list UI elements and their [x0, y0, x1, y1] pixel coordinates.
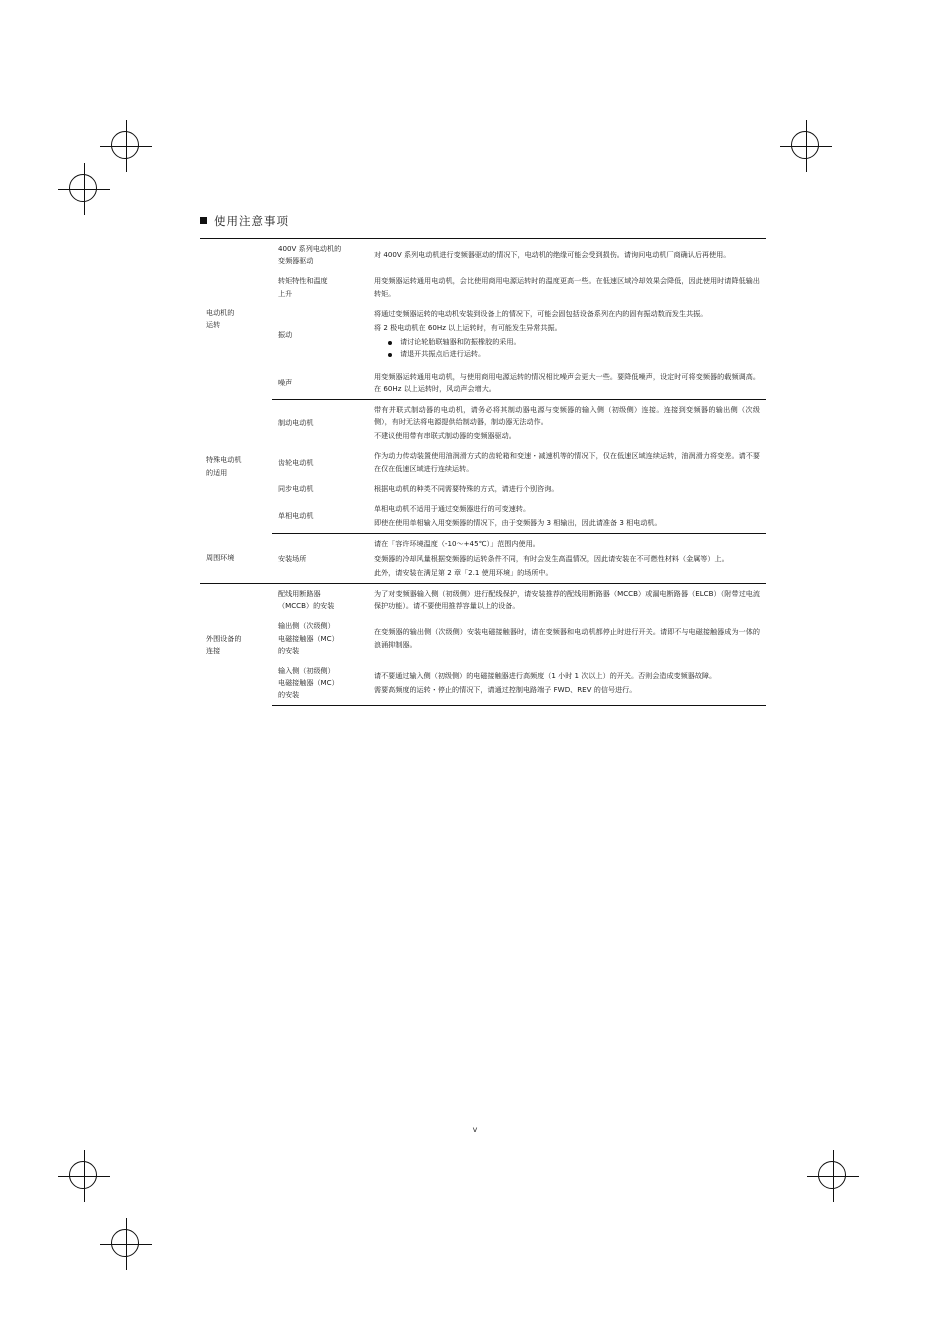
- precautions-table: [200, 238, 766, 706]
- subitem-label: 电磁接触器（MC）: [278, 633, 339, 643]
- subitem-label: 输出侧（次级侧）: [278, 621, 335, 631]
- description-paragraph: 作为动力传动装置使用油润滑方式的齿轮箱和变速・减速机等的情况下，仅在低速区域连续运转，油润滑力将变差。请不要在仅在低速区域进行连续运转。: [374, 451, 760, 473]
- subitem-label: 同步电动机: [278, 483, 314, 493]
- subitem-label: 齿轮电动机: [278, 457, 314, 467]
- subitem-label: 噪声: [278, 377, 293, 387]
- square-bullet-icon: [200, 217, 207, 224]
- subitem-cell: [272, 616, 368, 661]
- bullet-list: [374, 336, 760, 360]
- subitem-label: （MCCB）的安装: [278, 601, 335, 611]
- registration-mark-bottom-left-outer: [58, 1150, 110, 1202]
- description-paragraph: 需要高频度的运转・停止的情况下，请通过控制电路端子 FWD、REV 的信号进行。: [374, 685, 637, 695]
- bullet-item: 请退开共振点后进行运转。: [388, 348, 760, 360]
- description-paragraph: 将 2 极电动机在 60Hz 以上运转时，有可能发生异常共振。: [374, 322, 562, 332]
- description-cell: [368, 446, 766, 478]
- subitem-cell: [272, 304, 368, 367]
- description-cell: [368, 271, 766, 303]
- description-cell: [368, 583, 766, 616]
- category-cell: [200, 399, 272, 534]
- table-row: [200, 446, 766, 478]
- category-cell: [200, 583, 272, 706]
- description-cell: [368, 479, 766, 499]
- subitem-label: 安装场所: [278, 553, 307, 563]
- description-paragraph: 用变频器运转通用电动机，与使用商用电源运转的情况相比噪声会更大一些。要降低噪声，设定时可将变频器的载频调高。在 60Hz 以上运转时，风动声会增大。: [374, 371, 760, 393]
- subitem-label: 转矩特性和温度: [278, 276, 328, 286]
- subitem-cell: [272, 479, 368, 499]
- table-row: [200, 499, 766, 534]
- subitem-cell: [272, 239, 368, 272]
- subitem-label: 输入侧（初级侧）: [278, 665, 335, 675]
- subitem-label: 变频器驱动: [278, 256, 314, 266]
- description-paragraph: 请在「容许环境温度（-10～+45℃）」范围内使用。: [374, 539, 540, 549]
- description-paragraph: 将通过变频器运转的电动机安装到设备上的情况下，可能会固包括设备系列在内的固有振动数而发生共振。: [374, 308, 708, 318]
- subitem-label: 单相电动机: [278, 511, 314, 521]
- description-paragraph: 对 400V 系列电动机进行变频器驱动的情况下，电动机的绝缘可能会受到损伤。请询问电动机厂商确认后再使用。: [374, 250, 731, 260]
- bullet-item: 请讨论轮胎联轴器和防振橡胶的采用。: [388, 336, 760, 348]
- category-label: 周围环境: [206, 553, 235, 563]
- description-paragraph: 用变频器运转通用电动机，会比使用商用电源运转时的温度更高一些。在低速区域冷却效果会降低，因此使用时请降低输出转矩。: [374, 276, 760, 298]
- table-row: [200, 583, 766, 616]
- subitem-cell: [272, 367, 368, 400]
- subitem-label: 的安装: [278, 645, 300, 655]
- subitem-cell: [272, 271, 368, 303]
- description-cell: [368, 616, 766, 661]
- registration-mark-top-left-inner: [100, 120, 152, 172]
- registration-mark-bottom-right: [807, 1150, 859, 1202]
- description-paragraph: 带有并联式制动器的电动机，请务必将其制动器电源与变频器的输入侧（初级侧）连接。连接到变频器的输出侧（次级侧），有时无法将电源提供给制动器，制动器无法动作。: [374, 404, 760, 427]
- description-paragraph: 变频器的冷却风量根据变频器的运转条件不同，有时会发生高温情况，因此请安装在不可燃性材料（金属等）上。: [374, 553, 729, 563]
- category-label: 运转: [206, 320, 221, 330]
- subitem-label: 振动: [278, 330, 293, 340]
- subitem-label: 的安装: [278, 690, 300, 700]
- category-label: 电动机的: [206, 308, 235, 317]
- subitem-cell: [272, 399, 368, 446]
- description-paragraph: 在变频器的输出侧（次级侧）安装电磁接触器时，请在变频器和电动机都停止时进行开关。请即不与电磁接触器成为一体的浪涌抑制器。: [374, 627, 760, 649]
- description-cell: [368, 304, 766, 367]
- subitem-label: 400V 系列电动机的: [278, 244, 342, 253]
- category-cell: [200, 534, 272, 584]
- subitem-cell: [272, 583, 368, 616]
- registration-mark-top-right: [780, 120, 832, 172]
- description-cell: [368, 399, 766, 446]
- description-cell: [368, 367, 766, 400]
- subitem-cell: [272, 661, 368, 706]
- page-number: v: [472, 1125, 478, 1134]
- subitem-label: 上升: [278, 288, 293, 298]
- description-cell: [368, 239, 766, 272]
- table-row: [200, 304, 766, 367]
- description-paragraph: 请不要通过输入侧（初级侧）的电磁接触器进行高频度（1 小时 1 次以上）的开关。否则会造成变频器故障。: [374, 670, 717, 680]
- category-label: 连接: [206, 645, 221, 655]
- table-row: [200, 616, 766, 661]
- table-row: [200, 534, 766, 584]
- subitem-cell: [272, 534, 368, 584]
- description-paragraph: 即使在使用单相输入用变频器的情况下，由于变频器为 3 相输出，因此请准备 3 相电动机。: [374, 518, 662, 528]
- table-row: [200, 367, 766, 400]
- category-label: 的适用: [206, 467, 228, 477]
- table-row: [200, 479, 766, 499]
- table-row: [200, 399, 766, 446]
- subitem-cell: [272, 446, 368, 478]
- table-row: [200, 239, 766, 272]
- category-label: 外围设备的: [206, 633, 242, 643]
- subitem-label: 电磁接触器（MC）: [278, 678, 339, 688]
- description-paragraph: 为了对变频器输入侧（初级侧）进行配线保护，请安装推荐的配线用断路器（MCCB）或漏电断路器（ELCB）（附带过电流保护功能）。请不要使用推荐容量以上的设备。: [374, 588, 760, 611]
- description-paragraph: 不建议使用带有串联式制动器的变频器驱动。: [374, 431, 516, 441]
- subitem-label: 配线用断路器: [278, 588, 321, 598]
- registration-mark-bottom-left-inner: [100, 1218, 152, 1270]
- precautions-table-body: [200, 239, 766, 706]
- description-paragraph: 根据电动机的种类不同需要特殊的方式，请进行个别咨询。: [374, 483, 559, 493]
- subitem-label: 制动电动机: [278, 418, 314, 428]
- table-row: [200, 661, 766, 706]
- page-title-text: 使用注意事项: [214, 214, 289, 228]
- page-content: [200, 213, 766, 706]
- table-row: [200, 271, 766, 303]
- category-label: 特殊电动机: [206, 455, 242, 465]
- description-paragraph: 单相电动机不适用于通过变频器进行的可变速转。: [374, 504, 531, 513]
- page-title: [200, 213, 766, 229]
- description-paragraph: 此外，请安装在满足第 2 章「2.1 使用环境」的场所中。: [374, 567, 553, 577]
- category-cell: [200, 239, 272, 400]
- subitem-cell: [272, 499, 368, 534]
- description-cell: [368, 661, 766, 706]
- description-cell: [368, 534, 766, 584]
- description-cell: [368, 499, 766, 534]
